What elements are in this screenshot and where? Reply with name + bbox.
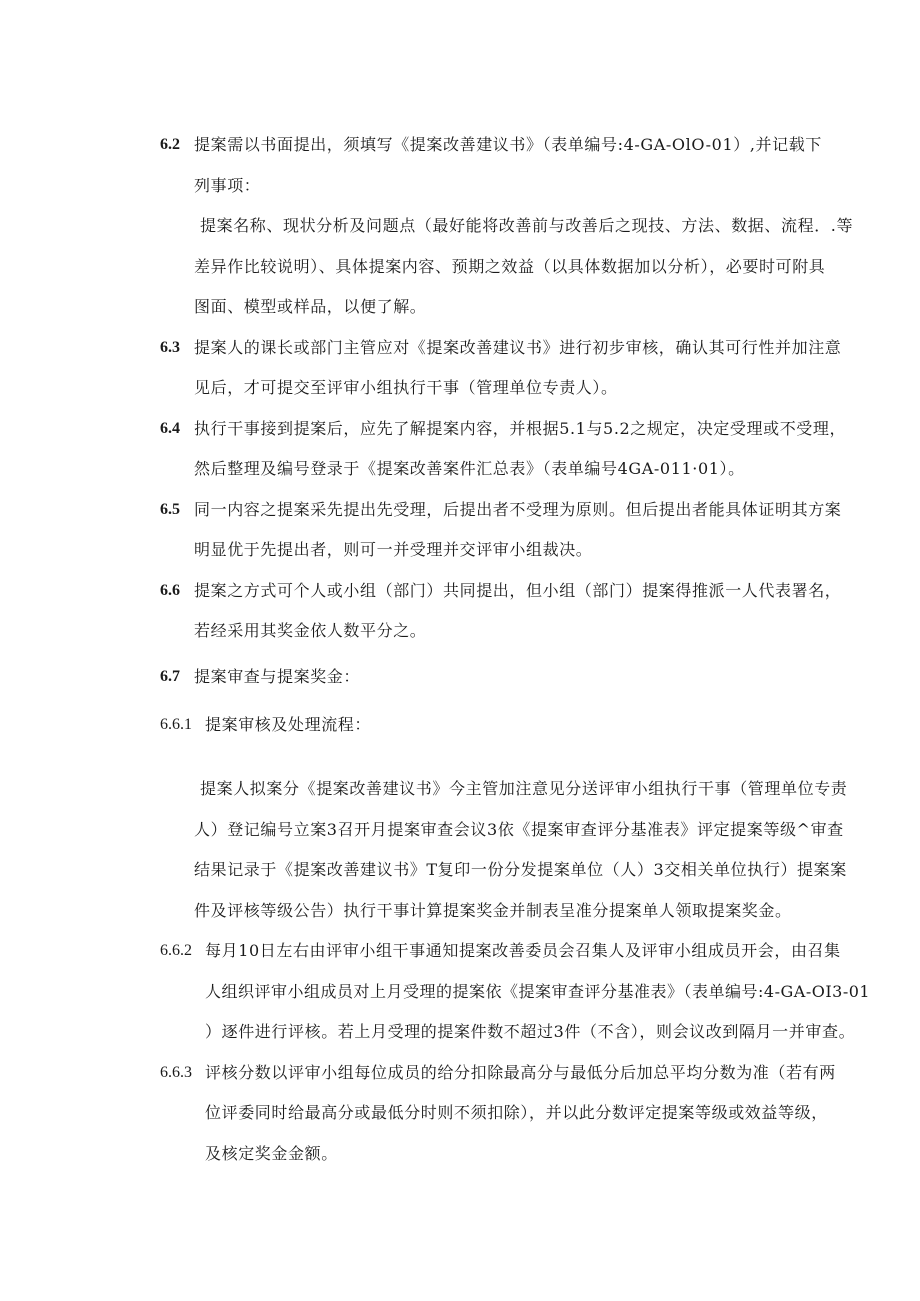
paragraph-line: 同一内容之提案采先提出先受理，后提出者不受理为原则。但后提出者能具体证明其方案 <box>194 500 842 519</box>
paragraph-line: 提案需以书面提出，须填写《提案改善建议书》（表单编号:4-GA-OlO-01）,并记载下 <box>194 135 822 154</box>
section-number: 6.6.2 <box>160 942 192 959</box>
section-number: 6.6 <box>160 582 180 599</box>
section-number: 6.3 <box>160 339 180 356</box>
paragraph-line: ）逐件进行评核。若上月受理的提案件数不超过3件（不含），则会议改到隔月一并审查。 <box>205 1022 856 1041</box>
paragraph-line: 件及评核等级公告）执行干事计算提案奖金并制表呈准分提案单人领取提案奖金。 <box>194 901 792 920</box>
section-number: 6.4 <box>160 420 180 437</box>
section-number: 6.5 <box>160 501 180 518</box>
paragraph-line: 评核分数以评审小组每位成员的给分扣除最高分与最低分后加总平均分数为准（若有两 <box>205 1063 836 1082</box>
paragraph-line: 列事项： <box>194 176 261 195</box>
paragraph-line: 提案之方式可个人或小组（部门）共同提出，但小组（部门）提案得推派一人代表署名， <box>194 581 842 600</box>
paragraph-line: 位评委同时给最高分或最低分时则不须扣除），并以此分数评定提案等级或效益等级， <box>205 1103 828 1122</box>
paragraph-line: 人）登记编号立案3召开月提案审查会议3依《提案审查评分基准表》评定提案等级^审查 <box>194 820 844 839</box>
paragraph-line: 提案人拟案分《提案改善建议书》今主管加注意见分送评审小组执行干事（管理单位专责 <box>200 779 848 798</box>
paragraph-line: 结果记录于《提案改善建议书》T复印一份分发提案单位（人）3交相关单位执行）提案案 <box>194 860 847 879</box>
paragraph-line: 见后，才可提交至评审小组执行干事（管理单位专责人）。 <box>194 378 618 397</box>
paragraph-line: 每月10日左右由评审小组干事通知提案改善委员会召集人及评审小组成员开会，由召集 <box>205 941 841 960</box>
paragraph-line: 然后整理及编号登录于《提案改善案件汇总表》（表单编号4GA-011·01）。 <box>194 459 745 478</box>
paragraph-line: 提案名称、现状分析及问题点（最好能将改善前与改善后之现技、方法、数据、流程．.等 <box>200 216 854 235</box>
paragraph-line: 明显优于先提出者，则可一并受理并交评审小组裁决。 <box>194 540 593 559</box>
paragraph-line: 差异作比较说明）、具体提案内容、预期之效益（以具体数据加以分析），必要时可附具 <box>194 257 826 276</box>
paragraph-line: 若经采用其奖金依人数平分之。 <box>194 621 427 640</box>
paragraph-line: 提案审核及处理流程： <box>205 715 372 734</box>
paragraph-line: 图面、模型或样品，以便了解。 <box>194 297 427 316</box>
paragraph-line: 提案人的课长或部门主管应对《提案改善建议书》进行初步审核，确认其可行性并加注意 <box>194 338 842 357</box>
section-number: 6.2 <box>160 136 180 153</box>
section-number: 6.6.1 <box>160 716 192 733</box>
paragraph-line: 及核定奖金金额。 <box>205 1144 338 1163</box>
section-number: 6.6.3 <box>160 1064 192 1081</box>
paragraph-line: 人组织评审小组成员对上月受理的提案依《提案审查评分基准表》（表单编号:4-GA-OI3-01 <box>205 982 871 1001</box>
paragraph-line: 执行干事接到提案后，应先了解提案内容，并根据5.1与5.2之规定，决定受理或不受理， <box>194 419 847 438</box>
paragraph-line: 提案审查与提案奖金： <box>194 667 361 686</box>
section-number: 6.7 <box>160 668 180 685</box>
